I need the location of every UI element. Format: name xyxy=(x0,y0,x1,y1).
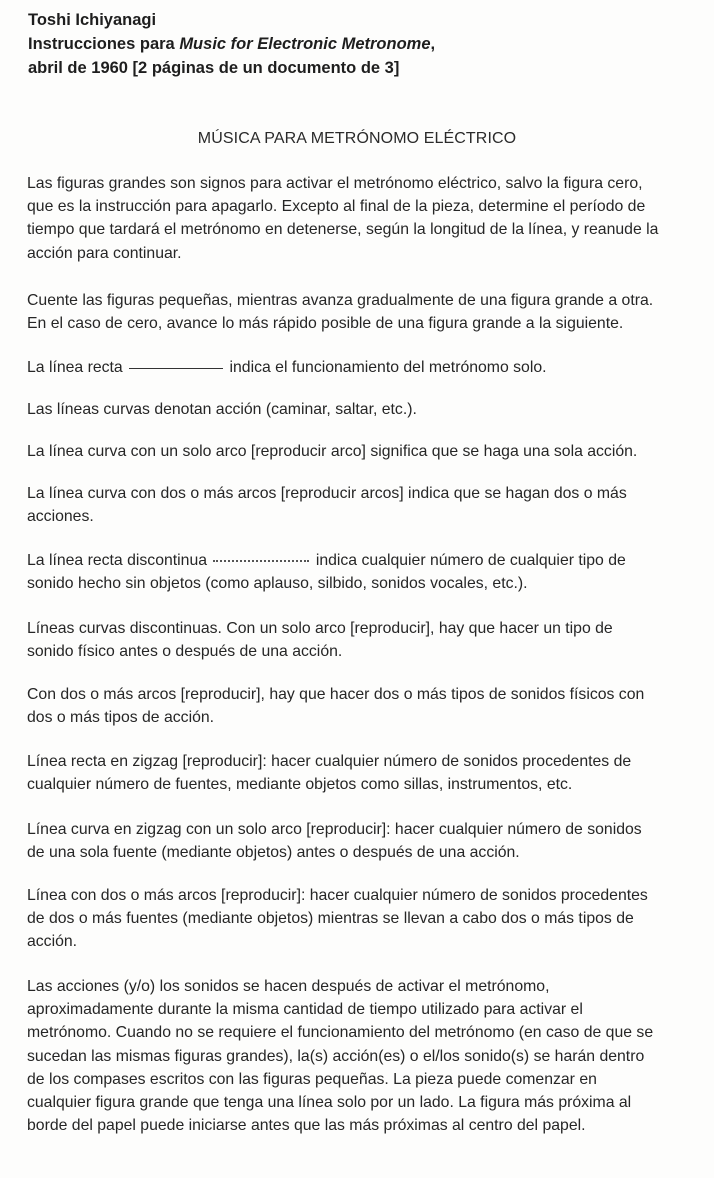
paragraph-7 xyxy=(27,549,703,595)
text-line: Las figuras grandes son signos para activar el metrónomo eléctrico, salvo la figura cero, xyxy=(27,175,643,192)
text-line: acción. xyxy=(27,933,78,951)
text-line: aproximadamente durante la misma cantidad de tiempo utilizado para activar el xyxy=(27,1001,583,1019)
text-line xyxy=(27,549,703,572)
document-header xyxy=(28,8,688,80)
text-line: Líneas curvas discontinuas. Con un solo arco [reproducir], hay que hacer un tipo de xyxy=(27,620,613,637)
header-prefix: Instrucciones para xyxy=(28,35,180,53)
text-line: Las líneas curvas denotan acción (caminar, saltar, etc.). xyxy=(27,401,417,418)
paragraph-3 xyxy=(27,356,703,379)
header-date-line: abril de 1960 [2 páginas de un documento de 3] xyxy=(28,59,400,77)
text-line: sonido hecho sin objetos (como aplauso, silbido, sonidos vocales, etc.). xyxy=(27,575,528,593)
text-line: cualquier figura grande que tenga una línea solo por un lado. La figura más próxima al xyxy=(27,1094,632,1112)
text-line: metrónomo. Cuando no se requiere el funcionamiento del metrónomo (en caso de que se xyxy=(27,1024,654,1042)
text-line: cualquier número de fuentes, mediante objetos como sillas, instrumentos, etc. xyxy=(27,776,573,794)
page-title: MÚSICA PARA METRÓNOMO ELÉCTRICO xyxy=(197,130,517,147)
paragraph-4 xyxy=(27,398,703,421)
text-line: sonido físico antes o después de una acción. xyxy=(27,643,343,661)
header-instructions-line xyxy=(28,32,688,56)
paragraph-8 xyxy=(27,617,703,663)
dotted-line-symbol xyxy=(213,560,309,562)
solid-line-symbol xyxy=(129,368,223,369)
text-line: acción para continuar. xyxy=(27,244,182,262)
text-line: de los compases escritos con las figuras pequeñas. La pieza puede comenzar en xyxy=(27,1070,597,1088)
paragraph-13 xyxy=(27,975,703,1137)
text-line: Línea con dos o más arcos [reproducir]: hacer cualquier número de sonidos procedentes xyxy=(27,887,648,904)
paragraph-2 xyxy=(27,289,703,335)
text-line xyxy=(27,356,703,379)
header-suffix: , xyxy=(430,35,436,53)
text-segment: La línea recta discontinua xyxy=(27,552,208,569)
text-line: sucedan las mismas figuras grandes), la(s) acción(es) o el/los sonido(s) se harán dentro xyxy=(27,1047,645,1065)
text-line: que es la instrucción para apagarlo. Excepto al final de la pieza, determine el período de xyxy=(27,198,646,216)
paragraph-9 xyxy=(27,683,703,729)
paragraph-6 xyxy=(27,482,703,528)
text-line: Con dos o más arcos [reproducir], hay que hacer dos o más tipos de sonidos físicos con xyxy=(27,686,645,703)
text-line: Cuente las figuras pequeñas, mientras avanza gradualmente de una figura grande a otra. xyxy=(27,292,654,309)
text-line: Línea recta en zigzag [reproducir]: hacer cualquier número de sonidos procedentes de xyxy=(27,753,632,770)
text-line: Línea curva en zigzag con un solo arco [reproducir]: hacer cualquier número de sonidos xyxy=(27,821,642,838)
text-line: dos o más tipos de acción. xyxy=(27,709,215,727)
paragraph-5 xyxy=(27,440,703,463)
text-line: La línea curva con un solo arco [reproducir arco] significa que se haga una sola acción. xyxy=(27,443,638,460)
text-segment: La línea recta xyxy=(27,359,123,376)
paragraph-10 xyxy=(27,750,703,796)
text-line: Las acciones (y/o) los sonidos se hacen después de activar el metrónomo, xyxy=(27,978,550,995)
text-line: de dos o más fuentes (mediante objetos) mientras se llevan a cabo dos o más tipos de xyxy=(27,910,634,928)
work-title: Music for Electronic Metronome xyxy=(179,35,431,53)
paragraph-11 xyxy=(27,818,703,864)
paragraph-1 xyxy=(27,172,703,265)
text-segment: indica cualquier número de cualquier tipo de xyxy=(315,552,626,569)
text-line: de una sola fuente (mediante objetos) antes o después de una acción. xyxy=(27,844,520,862)
text-line: borde del papel puede iniciarse antes que las más próximas al centro del papel. xyxy=(27,1117,586,1135)
paragraph-12 xyxy=(27,884,703,954)
text-line: La línea curva con dos o más arcos [reproducir arcos] indica que se hagan dos o más xyxy=(27,485,627,502)
text-line: En el caso de cero, avance lo más rápido posible de una figura grande a la siguiente. xyxy=(27,315,624,333)
author-name: Toshi Ichiyanagi xyxy=(28,11,157,29)
text-line: tiempo que tardará el metrónomo en detenerse, según la longitud de la línea, y reanude la xyxy=(27,221,659,239)
text-segment: indica el funcionamiento del metrónomo solo. xyxy=(229,359,547,376)
text-line: acciones. xyxy=(27,508,94,526)
